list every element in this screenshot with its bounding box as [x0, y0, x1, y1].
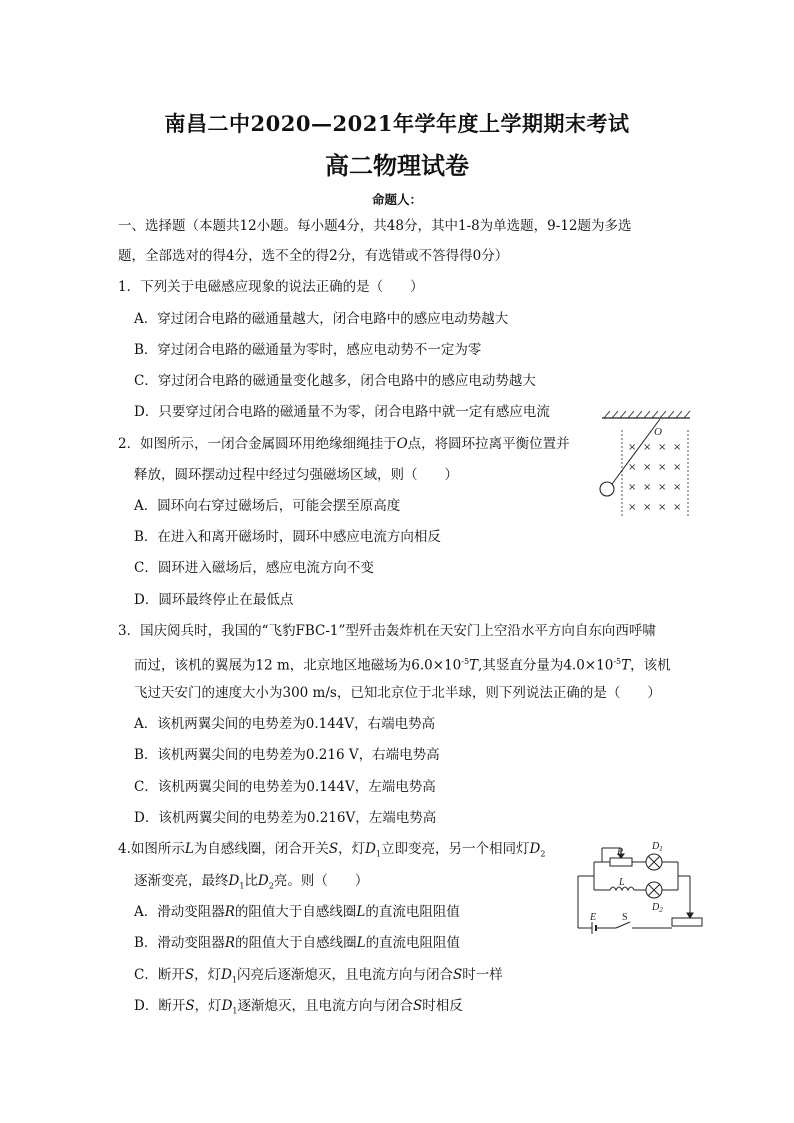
q4-option-a	[134, 902, 460, 922]
q3-stem-line3: 飞过天安门的速度大小为300 m/s，已知北京位于北半球，则下列说法正确的是（ ）	[134, 685, 661, 701]
q4-var-r: R	[224, 904, 235, 920]
q4-stem-line2	[134, 871, 368, 897]
fig-label-r: R	[617, 847, 624, 858]
q4-option-c	[134, 965, 503, 991]
svg-text:×: ×	[628, 482, 637, 493]
q4-stem-line1	[118, 839, 545, 865]
fig-label-s: S	[622, 912, 628, 923]
q4-var-d: D	[529, 841, 541, 857]
q4-sub-2: 2	[268, 881, 274, 891]
author-label: 命题人：	[371, 192, 422, 207]
q3-unit-t1: T	[469, 657, 479, 674]
exam-subtitle: 高二物理试卷	[325, 151, 469, 180]
q4-text: 4.如图所示	[118, 841, 185, 857]
q4-text: 逐渐变亮，最终	[134, 873, 229, 889]
q2-option-a: A．圆环向右穿过磁场后，可能会摆至原高度	[134, 498, 401, 514]
q3-unit-t2: T	[621, 657, 631, 674]
fig-label-o: O	[654, 426, 662, 438]
q1-option-d: D．只要穿过闭合电路的磁通量不为零，闭合电路中就一定有感应电流	[134, 404, 550, 420]
section-instructions-line1: 一、选择题（本题共12小题。每小题4分，共48分，其中1-8为单选题，9-12题为多选	[118, 218, 632, 234]
q4-text: B．滑动变阻器	[134, 935, 225, 951]
q4-sub-1: 1	[231, 975, 238, 985]
q3-option-a: A．该机两翼尖间的电势差为0.144V，右端电势高	[134, 716, 436, 732]
q4-text: ，灯	[338, 841, 366, 857]
q1-option-b: B．穿过闭合电路的磁通量为零时，感应电动势不一定为零	[134, 342, 482, 358]
q2-option-d: D．圆环最终停止在最低点	[134, 592, 294, 608]
fig-label-d2: $D_2$	[652, 902, 663, 914]
exam-title: 南昌二中2020—2021年学年度上学期期末考试	[164, 111, 630, 136]
q2-stem-line2: 释放，圆环摆动过程中经过匀强磁场区域，则（ ）	[134, 467, 458, 483]
q4-sub-1: 1	[239, 881, 245, 891]
q4-text: 的阻值大于自感线圈	[234, 904, 357, 920]
svg-text:×: ×	[673, 482, 682, 493]
q2-stem-part2: 点，将圆环拉离平衡位置并	[407, 436, 570, 452]
q1-option-a: A．穿过闭合电路的磁通量越大，闭合电路中的感应电动势越大	[134, 311, 509, 327]
q4-var-s: S	[453, 967, 463, 983]
q4-sub-2: 2	[540, 849, 546, 859]
q1-option-c: C．穿过闭合电路的磁通量变化越多，闭合电路中的感应电动势越大	[134, 373, 536, 389]
svg-text:×: ×	[628, 502, 637, 513]
q2-stem-part1: 2．如图所示，一闭合金属圆环用绝缘细绳挂于	[118, 436, 397, 452]
fig-label-l: L	[619, 877, 625, 888]
magnetic-field-marks	[628, 442, 681, 513]
q4-text: A．滑动变阻器	[134, 904, 225, 920]
q4-var-d: D	[221, 998, 233, 1014]
q4-var-s: S	[413, 998, 423, 1014]
q3-exponent-2: -5	[613, 657, 622, 666]
q4-text: ，灯	[194, 998, 222, 1014]
q4-text: D．断开	[134, 998, 186, 1014]
q4-var-l: L	[184, 841, 194, 857]
q4-text: C．断开	[134, 967, 185, 983]
svg-text:×: ×	[658, 462, 667, 473]
svg-text:×: ×	[673, 442, 682, 453]
fig-label-d1: $D_1$	[652, 841, 663, 853]
q4-var-d: D	[221, 967, 232, 983]
svg-text:×: ×	[658, 482, 667, 493]
circuit-figure	[566, 836, 706, 936]
pendulum-figure	[590, 408, 702, 520]
q2-option-b: B．在进入和离开磁场时，圆环中感应电流方向相反	[134, 529, 441, 545]
q3-stem2-text-e: ，该机	[630, 657, 671, 674]
q4-text: 闪亮后逐渐熄灭，且电流方向与闭合	[237, 967, 454, 983]
q3-option-b: B．该机两翼尖间的电势差为0.216 V，右端电势高	[134, 747, 440, 763]
q3-stem-line1: 3．国庆阅兵时，我国的“飞豹FBC-1”型歼击轰炸机在天安门上空沿水平方向自东向西呼啸	[118, 623, 656, 639]
q4-var-s: S	[184, 967, 195, 983]
q4-sub-1: 1	[375, 849, 382, 859]
q2-option-c: C．圆环进入磁场后，感应电流方向不变	[134, 560, 374, 576]
q4-text: 时一样	[462, 967, 503, 983]
q4-var-l: L	[356, 904, 366, 920]
q4-sub-1: 1	[232, 1006, 238, 1016]
q4-var-d: D	[228, 873, 240, 889]
svg-text:×: ×	[658, 442, 667, 453]
q1-stem: 1．下列关于电磁感应现象的说法正确的是（ ）	[118, 279, 424, 295]
svg-text:×: ×	[643, 442, 652, 453]
q4-text: 立即变亮，另一个相同灯	[381, 841, 530, 857]
q4-text: 的阻值大于自感线圈	[235, 935, 357, 951]
q3-stem-line2	[134, 652, 671, 676]
q3-exponent-1: -5	[461, 657, 470, 666]
svg-text:×: ×	[628, 462, 637, 473]
q4-text: 为自感线圈，闭合开关	[193, 841, 329, 857]
svg-text:×: ×	[643, 482, 652, 493]
q4-option-b	[134, 933, 460, 953]
q4-text: 时相反	[422, 998, 463, 1014]
q4-var-d: D	[257, 873, 269, 889]
svg-text:×: ×	[673, 462, 682, 473]
q2-stem-line1	[118, 434, 570, 454]
svg-text:×: ×	[628, 442, 637, 453]
svg-text:×: ×	[658, 502, 667, 513]
section-instructions-line2: 题，全部选对的得4分，选不全的得2分，有选错或不答得得0分）	[118, 248, 509, 264]
q3-stem2-text-c: ,其竖直分量为4.0×10	[478, 657, 614, 674]
svg-text:×: ×	[673, 502, 682, 513]
svg-text:×: ×	[643, 502, 652, 513]
q4-text: 比	[244, 873, 258, 889]
q4-option-d	[134, 996, 463, 1022]
q3-option-d: D．该机两翼尖间的电势差为0.216V，左端电势高	[134, 810, 437, 826]
q4-var-l: L	[356, 935, 366, 951]
q4-var-s: S	[328, 841, 339, 857]
q2-point-o: O	[396, 436, 408, 452]
q4-text: 的直流电阻阻值	[365, 904, 460, 920]
q4-var-r: R	[224, 935, 236, 951]
q3-option-c: C．该机两翼尖间的电势差为0.144V，左端电势高	[134, 779, 436, 795]
q4-var-s: S	[185, 998, 195, 1014]
fig-label-e: E	[590, 912, 597, 923]
q4-text: ，灯	[194, 967, 222, 983]
q4-text: 的直流电阻阻值	[365, 935, 461, 951]
svg-text:×: ×	[643, 462, 652, 473]
q4-text: 逐渐熄灭，且电流方向与闭合	[237, 998, 413, 1014]
q3-stem2-text-a: 而过，该机的翼展为12 m，北京地区地磁场为6.0×10	[134, 657, 462, 674]
q4-text: 亮。则（ ）	[273, 873, 369, 889]
q4-var-d: D	[365, 841, 376, 857]
